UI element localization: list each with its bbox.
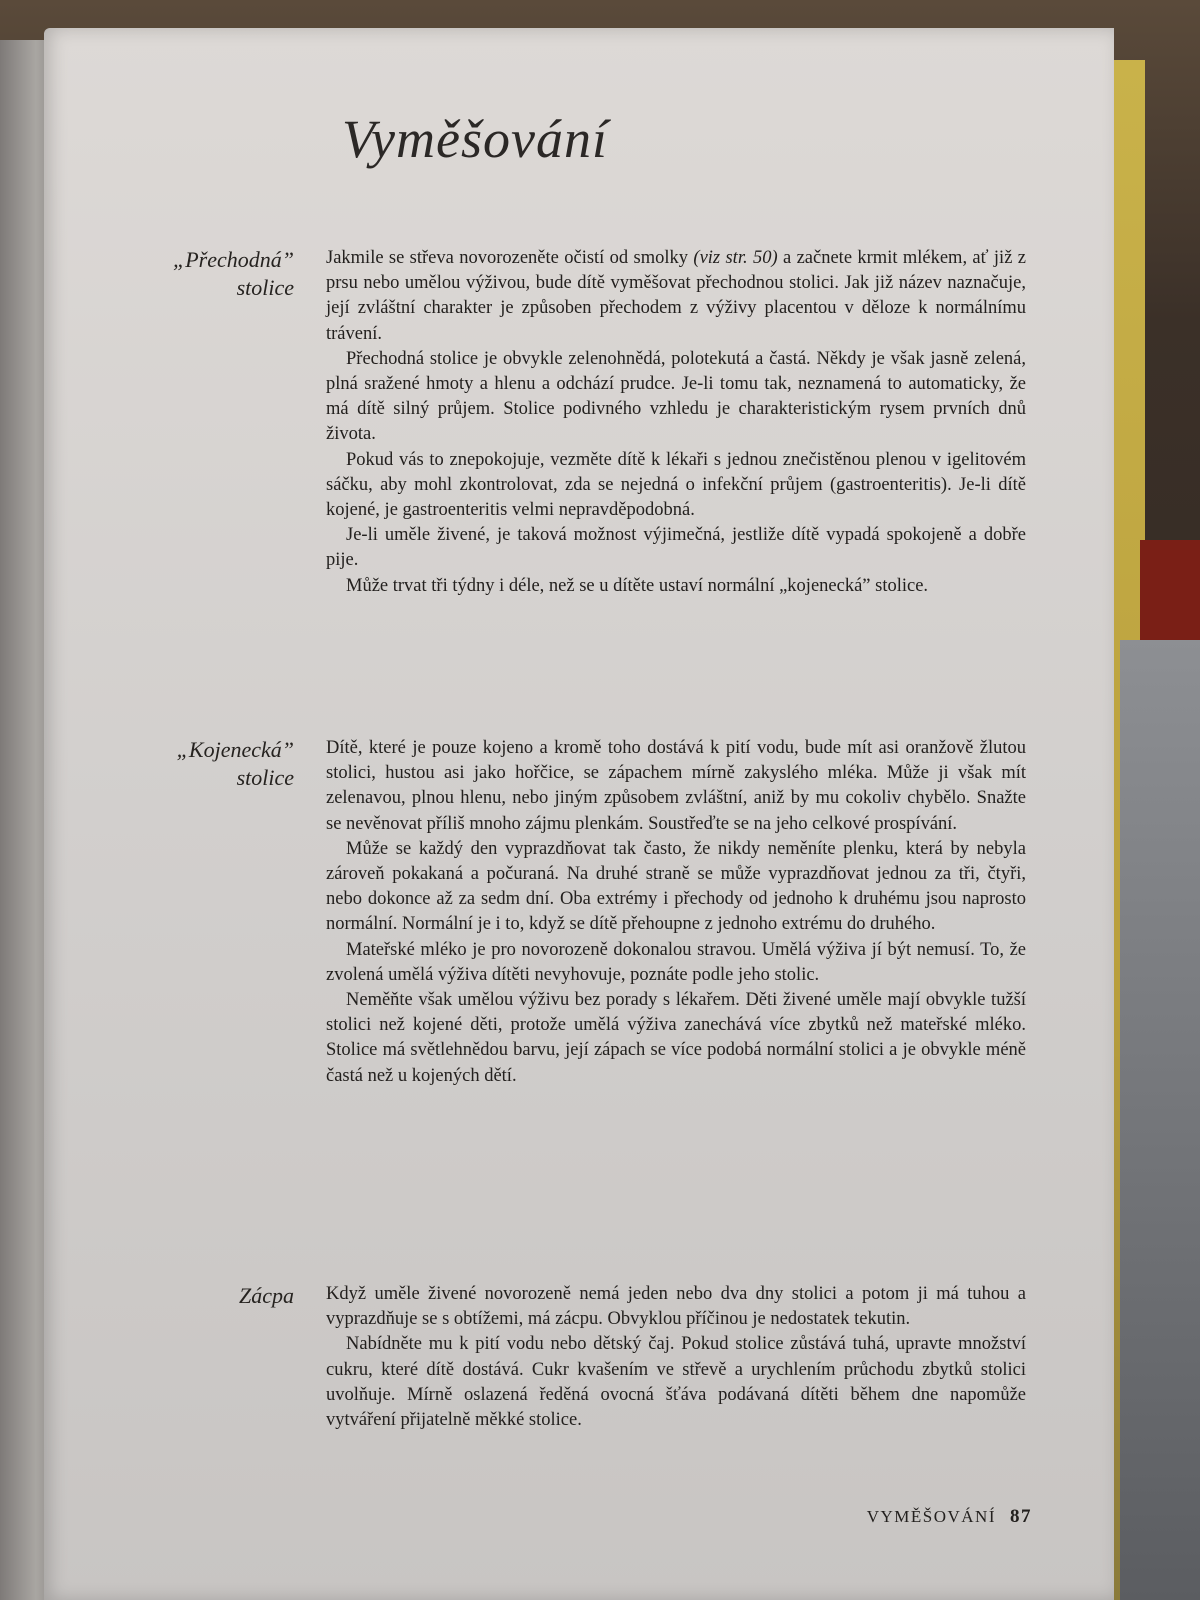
background-cloth (1120, 640, 1200, 1600)
section-label-line: „Kojenecká” (176, 737, 294, 762)
section-label-line: stolice (236, 765, 294, 790)
section-body (326, 736, 1026, 1089)
section-label (74, 1282, 294, 1310)
section-body (326, 1282, 1026, 1433)
page-number: 87 (1010, 1506, 1032, 1527)
page-footer (867, 1506, 1032, 1528)
running-head: VYMĚŠOVÁNÍ (866, 1507, 996, 1526)
paragraph: Může se každý den vyprazdňovat tak často, že nikdy neměníte plenku, která by nebyla zároveň pokakaná a počuraná. Na druhé straně se může vyprazdňovat jednou za tři, čtyři, nebo dokonce až za sedm dní. Oba extrémy i přechody od jednoho k druhému jsou naprosto normální. Normální je i to, když se dítě přehoupne z jednoho extrému do druhého. (326, 838, 1026, 935)
section-label (74, 246, 294, 302)
paragraph: Přechodná stolice je obvykle zelenohnědá, polotekutá a častá. Někdy je však jasně zelená, plná sražené hmoty a hlenu a odchází prudce. Je-li tomu tak, neznamená to automaticky, že má dítě silný průjem. Stolice podivného vzhledu je charakteristickým rysem prvních dnů života. (326, 348, 1026, 445)
section-body (326, 246, 1026, 599)
paragraph: Dítě, které je pouze kojeno a kromě toho dostává k pití vodu, bude mít asi oranžově žlutou stolici, hustou asi jako hořčice, se zápachem mírně zakyslého mléka. Může ji však mít zelenavou, plnou hlenu, nebo jiným způsobem zvláštní, aniž by mu cokoliv chybělo. Snažte se nevěnovat příliš mnoho zájmu plenkám. Soustřeďte se na jeho celkové prospívání. (326, 738, 1026, 834)
section-label-line: „Přechodná” (173, 247, 294, 272)
paragraph: Může trvat tři týdny i déle, než se u dítěte ustaví normální „kojenecká” stolice. (346, 575, 929, 596)
page-reference: (viz str. 50) (693, 248, 778, 268)
paragraph: Neměňte však umělou výživu bez porady s lékařem. Děti živené uměle mají obvykle tužší stolici než kojené děti, protože umělá výživa zanechává více zbytků než mateřské mléko. Stolice má světlehnědou barvu, její zápach se více podobá normální stolici a je obvykle méně častá než u kojených dětí. (326, 990, 1026, 1086)
paragraph: Je-li uměle živené, je taková možnost výjimečná, jestliže dítě vypadá spokojeně a dobře pije. (326, 525, 1026, 571)
paragraph-text: Jakmile se střeva novorozeněte očistí od smolky (326, 248, 694, 268)
book-page (44, 28, 1114, 1600)
paragraph: Pokud vás to znepokojuje, vezměte dítě k lékaři s jednou znečistěnou plenou v igelitovém sáčku, aby mohl zkontrolovat, zda se nejedná o infekční průjem (gastroenteritis). Je-li dítě kojené, je gastroenteritis velmi nepravděpodobná. (326, 449, 1026, 521)
paragraph: Nabídněte mu k pití vodu nebo dětský čaj. Pokud stolice zůstává tuhá, upravte množství cukru, které dítě dostává. Cukr kvašením ve střevě a urychlením průchodu zbytků stolici uvolňuje. Mírně oslazená ředěná ovocná šťáva podávaná dítěti během dne napomůže vytváření přijatelně měkké stolice. (326, 1334, 1026, 1431)
section-label-line: stolice (236, 275, 294, 300)
section-label (74, 736, 294, 792)
paragraph: Mateřské mléko je pro novorozeně dokonalou stravou. Umělá výživa jí být nemusí. To, že zvolená umělá výživa dítěti nevyhovuje, poznáte podle jeho stolic. (326, 939, 1026, 985)
page-title: Vyměšování (342, 109, 608, 169)
section-label-line: Zácpa (239, 1283, 294, 1308)
paragraph-text: a začnete krmit mlékem, ať již z prsu nebo umělou výživou, bude dítě vyměšovat přechodnou stolici. Jak již název naznačuje, její zvláštní charakter je způsoben přechodem z výživy placentou v děloze k normálnímu trávení. (326, 248, 1026, 344)
paragraph (326, 246, 1026, 347)
paragraph: Když uměle živené novorozeně nemá jeden nebo dva dny stolici a potom ji má tuhou a vyprazdňuje se s obtížemi, má zácpu. Obvyklou příčinou je nedostatek tekutin. (326, 1284, 1026, 1330)
